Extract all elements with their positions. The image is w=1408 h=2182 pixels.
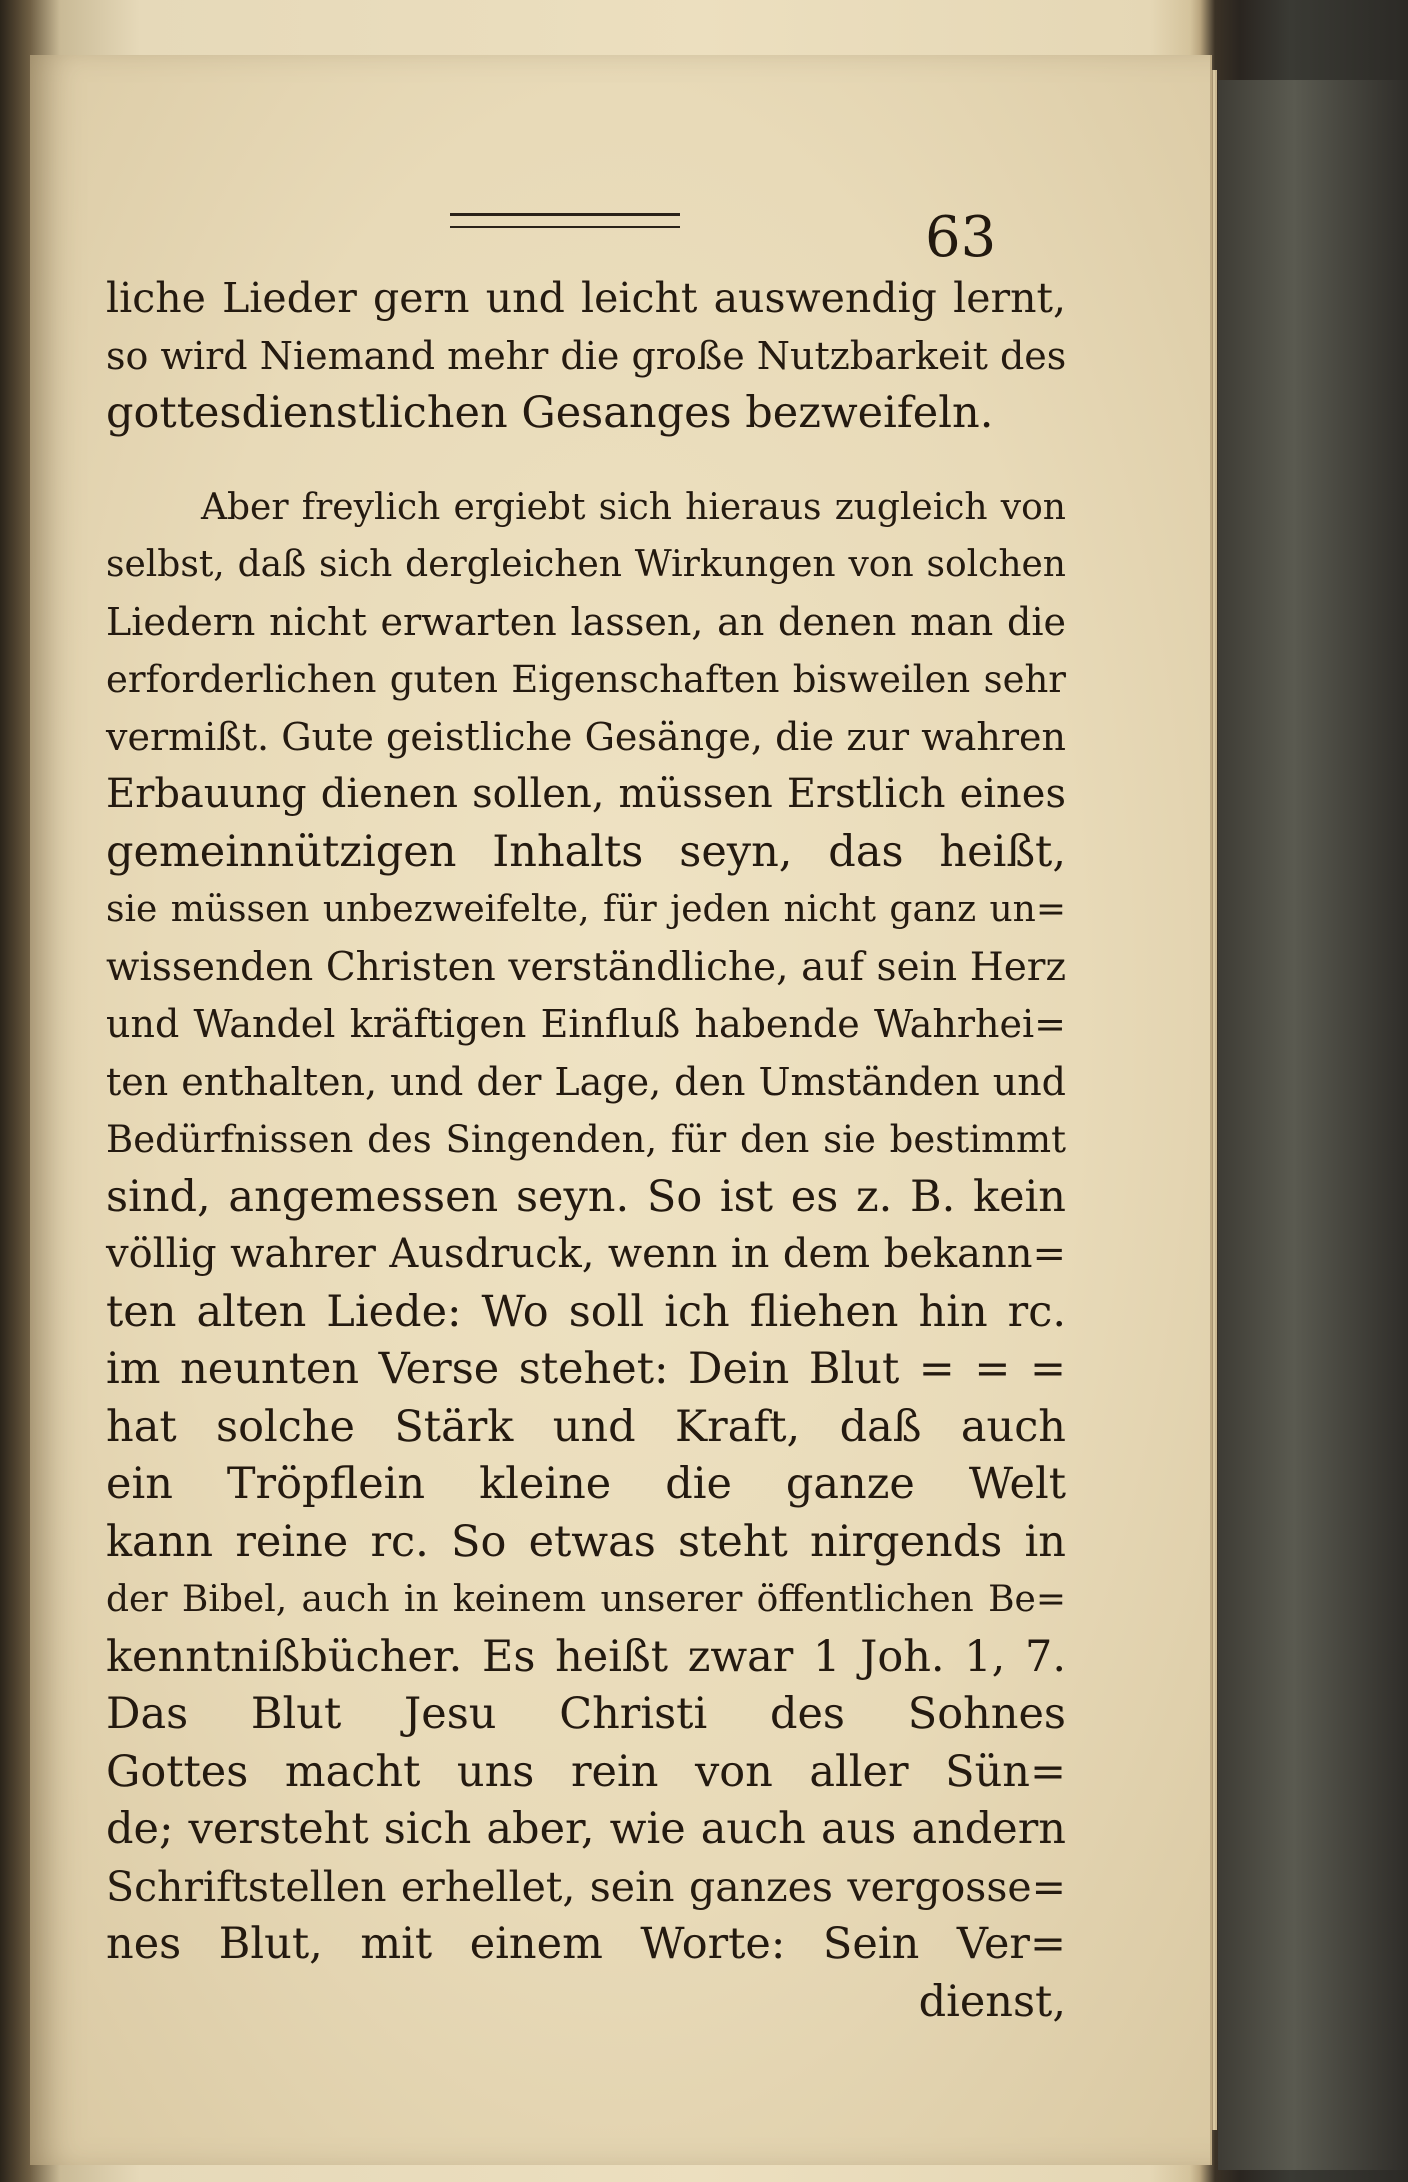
text-line: der Bibel, auch in keinem unserer öffentlichen Be=: [106, 1579, 1066, 1620]
text-line: Bedürfnissen des Singenden, für den sie bestimmt: [106, 1118, 1066, 1161]
text-line: sind, angemessen seyn. So ist es z. B. kein: [106, 1171, 1066, 1222]
text-line: wissenden Christen verständliche, auf sein Herz: [106, 944, 1066, 990]
body-text: [106, 270, 1066, 2031]
text-line: ein Tröpflein kleine die ganze Welt: [106, 1459, 1066, 1509]
text-line: nes Blut, mit einem Worte: Sein Ver=: [106, 1919, 1066, 1969]
text-line: selbst, daß sich dergleichen Wirkungen von solchen: [106, 544, 1066, 585]
text-line: gemeinnützigen Inhalts seyn, das heißt,: [106, 826, 1066, 877]
text-line: erforderlichen guten Eigenschaften bisweilen sehr: [106, 658, 1066, 701]
text-line: ten alten Liede: Wo soll ich fliehen hin rc.: [106, 1286, 1066, 1337]
text-line: Aber freylich ergiebt sich hieraus zugleich von: [201, 486, 1066, 528]
text-line: sie müssen unbezweifelte, für jeden nicht ganz un=: [106, 889, 1066, 930]
text-line: Gottes macht uns rein von aller Sün=: [106, 1746, 1066, 1797]
book-page: [30, 55, 1212, 2165]
text-line: liche Lieder gern und leicht auswendig lernt,: [106, 274, 1066, 322]
text-line: kenntnißbücher. Es heißt zwar 1 Joh. 1, 7.: [106, 1631, 1066, 1682]
page-header: [30, 55, 1210, 270]
text-line: Das Blut Jesu Christi des Sohnes: [106, 1689, 1066, 1739]
header-rule: [450, 213, 680, 228]
text-line: Erbauung dienen sollen, müssen Erstlich eines: [106, 771, 1066, 817]
text-line: so wird Niemand mehr die große Nutzbarkeit des: [106, 333, 1067, 378]
text-line: Schriftstellen erhellet, sein ganzes vergosse=: [106, 1862, 1066, 1911]
text-line: und Wandel kräftigen Einfluß habende Wahrhei=: [106, 1002, 1066, 1046]
text-line: kann reine rc. So etwas steht nirgends in: [106, 1516, 1066, 1567]
text-line: Liedern nicht erwarten lassen, an denen man die: [106, 599, 1066, 644]
page-number: 63: [925, 205, 997, 270]
book-cover-edge: [1218, 80, 1408, 2170]
text-line: hat solche Stärk und Kraft, daß auch: [106, 1401, 1066, 1452]
text-line: völlig wahrer Ausdruck, wenn in dem bekann=: [106, 1231, 1066, 1277]
text-line: ten enthalten, und der Lage, den Umständen und: [106, 1059, 1066, 1104]
paragraph-gap: [106, 443, 1066, 479]
text-line: im neunten Verse stehet: Dein Blut = = =: [106, 1344, 1066, 1394]
text-line: gottesdienstlichen Gesanges bezweifeln.: [106, 388, 994, 438]
text-line: de; versteht sich aber, wie auch aus andern: [106, 1804, 1066, 1854]
catchword: dienst,: [918, 1976, 1066, 2027]
text-line: vermißt. Gute geistliche Gesänge, die zur wahren: [106, 714, 1066, 759]
